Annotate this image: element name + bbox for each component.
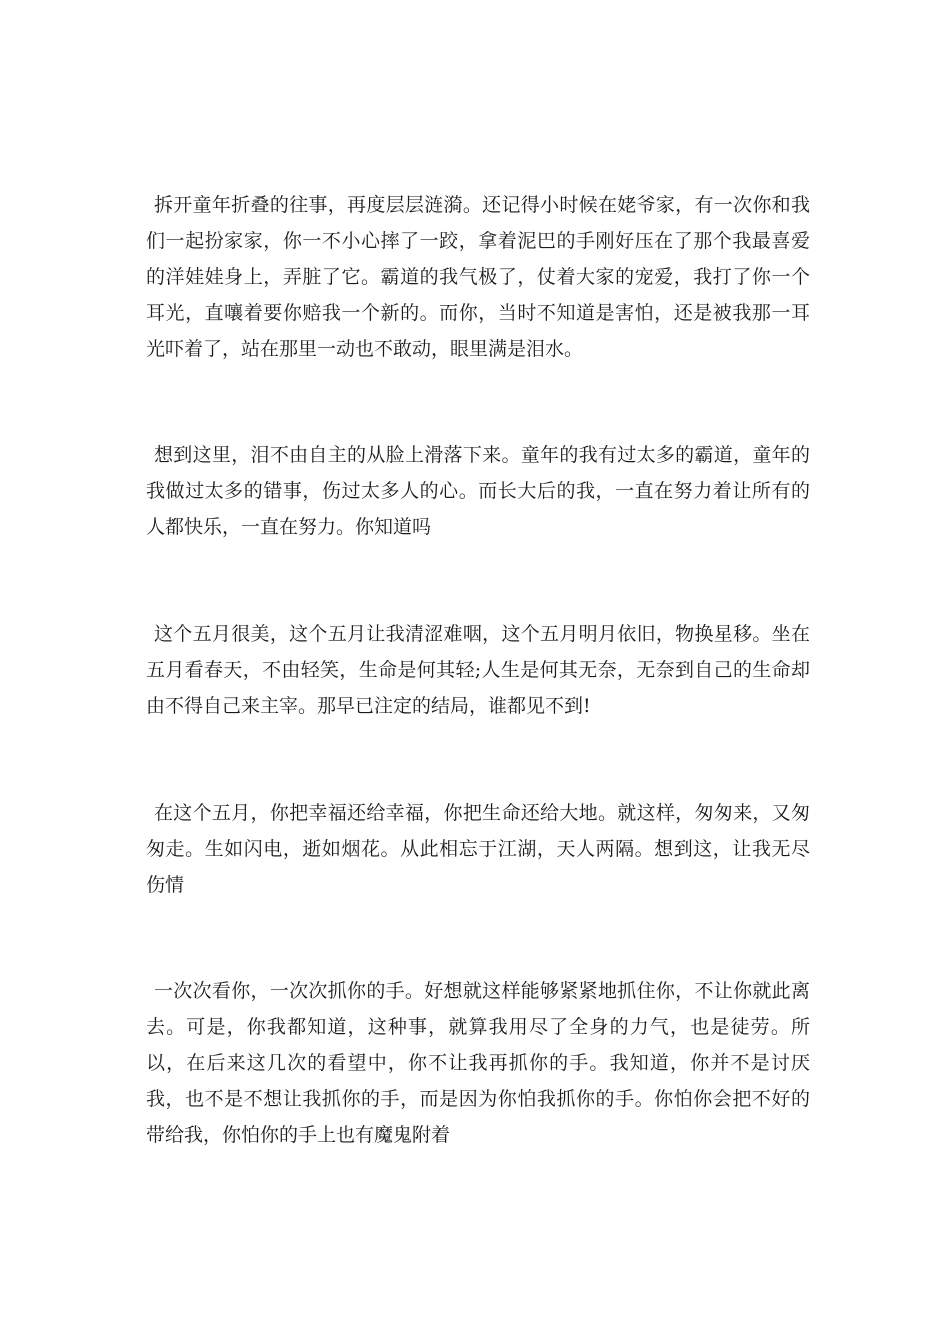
paragraph-4: 在这个五月，你把幸福还给幸福，你把生命还给大地。就这样，匆匆来，又匆匆走。生如闪电，逝如烟花。从此相忘于江湖，天人两隔。想到这，让我无尽伤情 <box>146 802 810 896</box>
paragraph-5: 一次次看你，一次次抓你的手。好想就这样能够紧紧地抓住你，不让你就此离去。可是，你我都知道，这种事，就算我用尽了全身的力气，也是徒劳。所以，在后来这几次的看望中，你不让我再抓你的手。我知道，你并不是讨厌我，也不是不想让我抓你的手，而是因为你怕我抓你的手。你怕你会把不好的带给我，你怕你的手上也有魔鬼附着 <box>146 980 810 1146</box>
paragraph-3: 这个五月很美，这个五月让我清涩难咽，这个五月明月依旧，物换星移。坐在五月看春天，不由轻笑，生命是何其轻;人生是何其无奈，无奈到自己的生命却由不得自己来主宰。那早已注定的结局，谁都见不到! <box>146 623 810 717</box>
paragraph-2: 想到这里，泪不由自主的从脸上滑落下来。童年的我有过太多的霸道，童年的我做过太多的错事，伤过太多人的心。而长大后的我，一直在努力着让所有的人都快乐，一直在努力。你知道吗 <box>146 444 810 538</box>
paragraph-1: 拆开童年折叠的往事，再度层层涟漪。还记得小时候在姥爷家，有一次你和我们一起扮家家，你一不小心摔了一跤，拿着泥巴的手刚好压在了那个我最喜爱的洋娃娃身上，弄脏了它。霸道的我气极了，仗着大家的宠爱，我打了你一个耳光，直嚷着要你赔我一个新的。而你，当时不知道是害怕，还是被我那一耳光吓着了，站在那里一动也不敢动，眼里满是泪水。 <box>146 194 810 360</box>
